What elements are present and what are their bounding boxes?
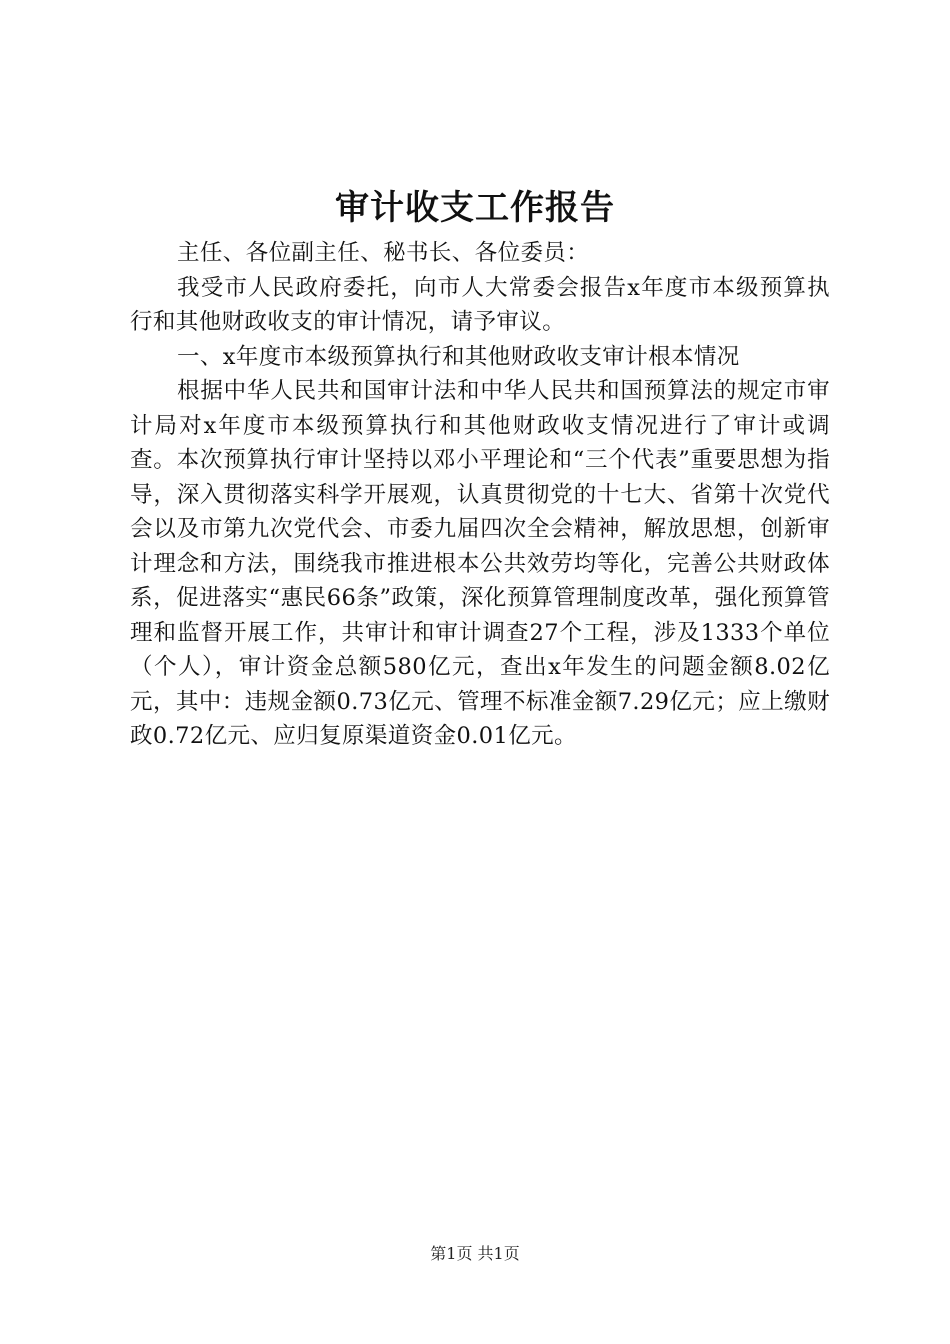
- document-body: [130, 236, 830, 754]
- salutation-paragraph: 主任、各位副主任、秘书长、各位委员：: [177, 240, 590, 266]
- audit-summary-paragraph: 根据中华人民共和国审计法和中华人民共和国预算法的规定市审计局对x年度市本级预算执行和其他财政收支情况进行了审计或调查。本次预算执行审计坚持以邓小平理论和“三个代表”重要思想为指导，深入贯彻落实科学开展观，认真贯彻党的十七大、省第十次党代会以及市第九次党代会、市委九届四次全会精神，解放思想，创新审计理念和方法，围绕我市推进根本公共效劳均等化，完善公共财政体系，促进落实“惠民66条”政策，深化预算管理制度改革，强化预算管理和监督开展工作，共审计和审计调查27个工程，涉及1333个单位（个人），审计资金总额580亿元，查出x年发生的问题金额8.02亿元，其中：违规金额0.73亿元、管理不标准金额7.29亿元；应上缴财政0.72亿元、应归复原渠道资金0.01亿元。: [130, 378, 830, 749]
- section-heading-paragraph: 一、x年度市本级预算执行和其他财政收支审计根本情况: [177, 343, 740, 370]
- document-title: 审计收支工作报告: [335, 188, 615, 228]
- page-number-footer: 第1页 共1页: [430, 1244, 520, 1263]
- intro-paragraph: 我受市人民政府委托，向市人大常委会报告x年度市本级预算执行和其他财政收支的审计情况，请予审议。: [130, 274, 830, 335]
